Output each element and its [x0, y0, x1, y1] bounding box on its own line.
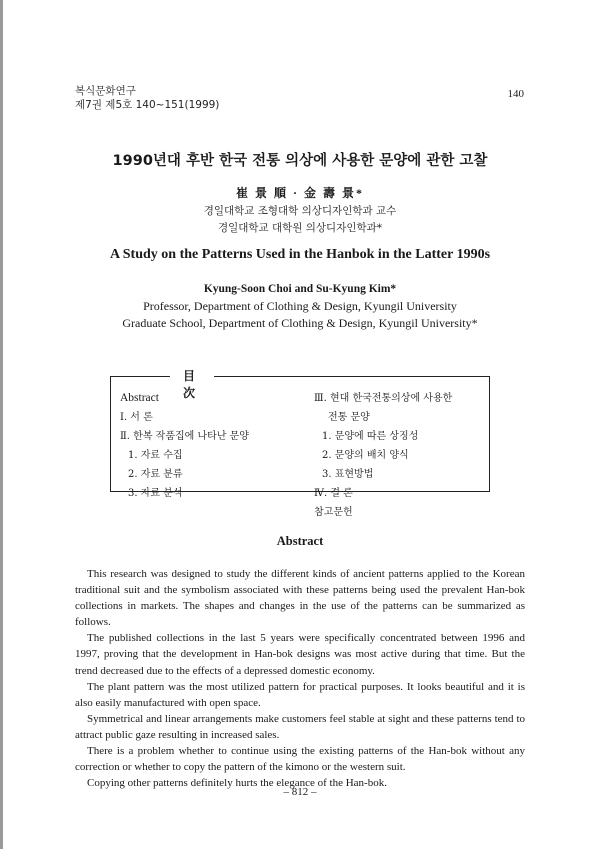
toc-right-column	[314, 389, 452, 522]
toc-item: Ⅱ. 한복 작품집에 나타난 문양	[120, 431, 249, 442]
abstract-body	[75, 566, 525, 791]
affiliation-korean-1: 경일대학교 조형대학 의상디자인학과 교수	[203, 205, 397, 217]
scan-edge	[0, 0, 3, 849]
table-of-contents	[110, 376, 490, 518]
page-number-bottom: – 812 –	[283, 786, 317, 798]
toc-item: 전통 문양	[328, 412, 370, 423]
toc-item: 2. 자료 분류	[128, 469, 183, 480]
abstract-paragraph: This research was designed to study the different kinds of ancient patterns applied to the Korean traditional suit and the symbolism associated with these patterns being used the prevalent Han-bok collections in markets. The shapes and changes in the use of the patterns can be summarized as follows.	[75, 568, 525, 629]
toc-item: 2. 문양의 배치 양식	[322, 450, 409, 461]
abstract-paragraph: The published collections in the last 5 years were specifically concentrated between 1996 and 1997, proving that the development in Han-bok designs was most active during that time. But the trend decreased due to the effects of a depressed domestic economy.	[75, 632, 525, 677]
title-english: A Study on the Patterns Used in the Hanbok in the Latter 1990s	[109, 247, 491, 262]
journal-volume: 제7권 제5호 140~151(1999)	[75, 99, 220, 111]
toc-item: 1. 문양에 따른 상징성	[322, 431, 419, 442]
toc-title: 目 次	[170, 367, 214, 401]
abstract-paragraph: There is a problem whether to continue using the existing patterns of the Han-bok without any correction or whether to copy the pattern of the kimono or the western suit.	[75, 745, 525, 774]
toc-item: 3. 표현방법	[322, 469, 374, 480]
authors-korean: 崔 景 順 · 金 壽 景*	[235, 186, 364, 200]
toc-item: 3. 자료 분석	[128, 488, 183, 499]
abstract-paragraph: Copying other patterns definitely hurts the elegance of the Han-bok.	[87, 777, 387, 790]
journal-name: 복식문화연구	[75, 85, 136, 97]
page-number-top: 140	[507, 88, 524, 100]
authors-english: Kyung-Soon Choi and Su-Kyung Kim*	[203, 283, 397, 295]
abstract-paragraph: The plant pattern was the most utilized pattern for practical purposes. It looks beautiful and it is also easily manufactured with open space.	[75, 680, 525, 709]
title-korean: 1990년대 후반 한국 전통 의상에 사용한 문양에 관한 고찰	[112, 153, 488, 169]
toc-item: Ⅲ. 현대 한국전통의상에 사용한	[314, 393, 453, 404]
abstract-paragraph: Symmetrical and linear arrangements make customers feel stable at sight and these patterns tend to attract public gaze resulting in increased sales.	[75, 712, 525, 741]
toc-item: 참고문헌	[314, 507, 353, 518]
journal-header	[75, 84, 219, 112]
abstract-heading: Abstract	[276, 534, 324, 548]
affiliation-korean-2: 경일대학교 대학원 의상디자인학과*	[217, 222, 383, 234]
affiliation-english-1: Professor, Department of Clothing & Design, Kyungil University	[143, 299, 457, 313]
toc-item: Ⅰ. 서 론	[120, 412, 153, 423]
toc-item: 1. 자료 수집	[128, 450, 183, 461]
affiliation-english-2: Graduate School, Department of Clothing & Design, Kyungil University*	[122, 316, 478, 330]
toc-item: Abstract	[120, 392, 159, 404]
toc-item: Ⅳ. 결 론	[314, 488, 353, 499]
toc-left-column	[120, 389, 249, 503]
